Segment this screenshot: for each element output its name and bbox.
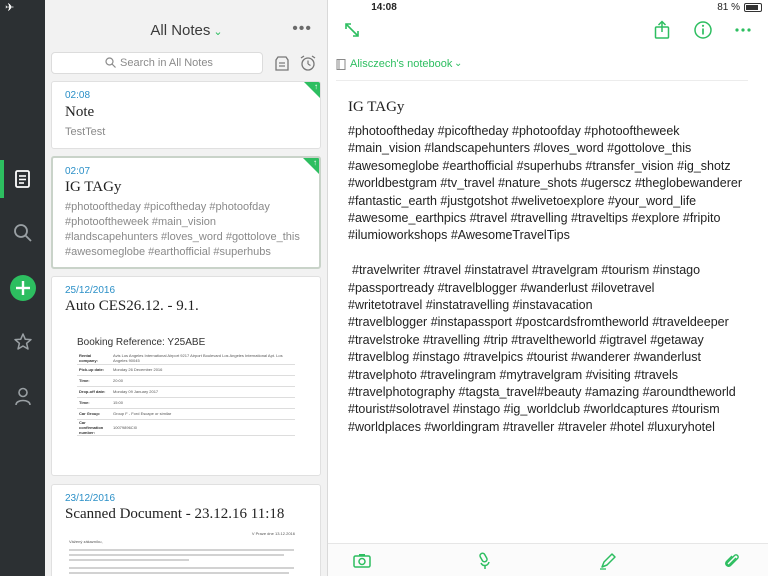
scan-text-line [69,567,294,569]
note-paragraph-line: #tourist#solotravel #instago #ig_worldclub #worldcaptures #tourism [348,402,720,417]
notes-list-panel [45,0,328,576]
booking-key: Time: [77,375,111,386]
scan-text-line [69,549,294,551]
booking-thumbnail [65,331,305,459]
note-title: Scanned Document - 23.12.16 11:18 [65,506,285,522]
list-title-label: All Notes [150,22,211,39]
note-title-field[interactable]: IG TAGy [348,99,405,115]
search-placeholder: Search in All Notes [120,57,213,69]
booking-value: 15:00 [111,397,295,408]
note-card-selected[interactable] [51,156,321,269]
editor-toolbar [328,16,768,46]
work-chat-icon[interactable] [273,54,291,72]
note-date: 25/12/2016 [65,285,116,296]
note-snippet: #photooftheday #picoftheday #photoofday #photooftheweek #main_vision #landscapehunters #loves_word #gottolove_this #awesomeglobe #earthofficial #superhubs [65,201,300,258]
note-title: Note [65,104,95,120]
expand-icon[interactable] [342,20,362,40]
scan-text-line [69,572,289,574]
note-editor [328,0,768,576]
note-body[interactable] [348,123,748,436]
scan-text-line [69,559,189,561]
booking-table [77,353,295,436]
search-icon [105,57,116,68]
chevron-down-icon: ⌄ [454,58,463,69]
airplane-mode-icon: ✈ [5,2,15,14]
scan-header: V Praze dne 13.12.2016 [251,531,295,536]
paragraph-gap [348,245,748,262]
booking-key: Pick-up date: [77,364,111,375]
note-date: 02:08 [65,90,91,101]
booking-reference: Booking Reference: Y25ABE [77,337,206,348]
note-paragraph-line: #worldplaces #worldingram #traveller #traveler #hotel #luxuryhotel [348,419,715,434]
scanned-document-thumbnail [65,529,305,576]
notebook-name: Alisczech's notebook [350,58,453,70]
booking-value: Group F - Ford Escape or similar [111,408,295,419]
note-paragraph-line: #travelwriter #travel #instatravel #travelgram #tourism #instago [352,263,701,278]
notes-icon[interactable] [0,159,45,199]
note-paragraph-line: #travelstroke #travelling #trip #traveltheworld #igtravel #getaway [348,332,704,347]
booking-key: Drop-off date: [77,386,111,397]
all-notes-dropdown[interactable] [45,22,328,39]
notebook-icon [336,59,346,70]
battery-icon [744,3,762,12]
camera-icon[interactable] [352,551,372,571]
status-bar [0,0,768,16]
booking-key: Rental company: [77,353,111,364]
note-paragraph-line: #passportready #travelblogger #wanderlust #ilovetravel [348,280,655,295]
search-row [51,52,321,74]
more-options-button[interactable]: ••• [292,20,312,37]
account-icon[interactable] [0,376,45,416]
note-snippet: TestTest [65,126,106,138]
note-card[interactable] [51,276,321,476]
scan-greeting: Vážený zákazníku, [69,539,103,544]
status-time: 14:08 [371,2,397,13]
search-input[interactable] [51,52,263,74]
list-header [45,16,328,46]
left-rail [0,0,45,576]
note-card[interactable] [51,484,321,576]
note-paragraph-line: #travelphotography #tagsta_travel#beauty #amazing #aroundtheworld [348,385,736,400]
audio-record-icon[interactable] [476,551,496,571]
note-paragraph-line: #travelblog #instago #travelpics #tourist #wanderer #wanderlust [348,350,701,365]
note-paragraph-line: #travelphoto #travelingram #mytravelgram #visiting #travels [348,367,679,382]
booking-value: Monday 26 December 2016 [111,364,295,375]
booking-value: 20:00 [111,375,295,386]
editor-bottom-toolbar [328,543,768,576]
note-paragraph: #photooftheday #picoftheday #photoofday #photooftheweek #main_vision #landscapehunters #loves_word #gottolove_this #awesomeglobe #earthofficial #superhubs #transfer_vision #ig_shotz #worldbestgram #tv_travel #nature_shots #ugerscz #theglobewanderer #fantastic_earth #justgotshot #welivetoexplore #your_word_life #awesome_earthpics #travel #travelling #traveltips #explore #fripito #ilumioworkshops #AwesomeTravelTips [348,124,742,243]
shortcuts-star-icon[interactable] [0,322,45,362]
sync-arrow-icon: ↑ [314,82,318,91]
search-icon[interactable] [0,213,45,253]
note-paragraph-line: #travelblogger #instapassport #postcardsfromtheworld #traveldeeper [348,315,729,330]
attachment-paperclip-icon[interactable] [722,551,742,571]
more-options-icon[interactable] [733,20,753,40]
booking-key: Car confirmation number: [77,419,111,435]
booking-key: Time: [77,397,111,408]
new-note-icon[interactable] [0,268,45,308]
booking-key: Car Group: [77,408,111,419]
info-icon[interactable] [693,20,713,40]
note-card[interactable] [51,81,321,149]
note-date: 23/12/2016 [65,493,116,504]
divider [336,80,748,81]
note-title: IG TAGy [65,179,122,195]
share-icon[interactable] [652,20,672,40]
booking-value: Monday 09 January 2017 [111,386,295,397]
battery-percentage: 81 % [717,2,740,13]
booking-value: 10079896CI0 [111,419,295,435]
booking-value: Avis Los Angeles International Airport 9217 Airport Boulevard Los Angeles International Apt. Los Angeles 90045 [111,353,295,364]
note-paragraph-line: #writetotravel #instatravelling #instavacation [348,298,593,313]
chevron-down-icon: ⌄ [213,26,223,38]
note-date: 02:07 [65,166,91,177]
sketch-pen-icon[interactable] [598,551,618,571]
scan-text-line [69,554,284,556]
sync-arrow-icon: ↑ [313,158,317,167]
note-title: Auto CES26.12. - 9.1. [65,298,199,314]
reminder-alarm-icon[interactable] [299,54,317,72]
